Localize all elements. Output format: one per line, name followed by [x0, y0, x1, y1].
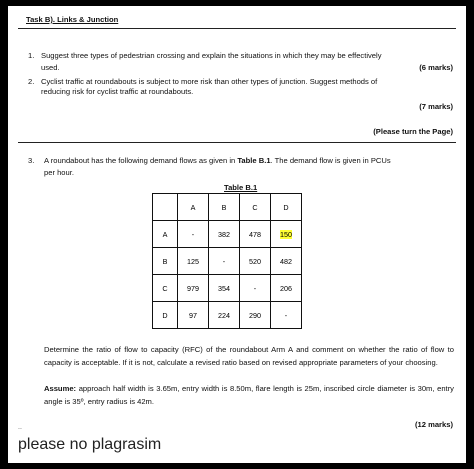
table-cell-highlighted: 150: [271, 221, 302, 248]
table-corner-cell: [153, 194, 178, 221]
q3-assumptions: Assume: approach half width is 3.65m, entry width is 8.50m, flare length is 25m, inscribed circle diameter is 30m, entry angle is 35º, entry radius is 42m.: [44, 384, 454, 406]
q3-number: 3.: [28, 156, 35, 165]
table-header-cell: D: [271, 194, 302, 221]
row-label-cell: C: [153, 275, 178, 302]
table-title: Table B.1: [224, 183, 258, 192]
ellipsis-mark: ..: [18, 424, 22, 431]
mid-rule: [18, 142, 456, 143]
table-cell: 478: [240, 221, 271, 248]
table-cell: 382: [209, 221, 240, 248]
table-cell: 290: [240, 302, 271, 329]
table-cell: -: [271, 302, 302, 329]
task-title: Task B). Links & Junction: [26, 15, 119, 24]
table-cell: 224: [209, 302, 240, 329]
table-header-cell: C: [240, 194, 271, 221]
q2-text-line1: Cyclist traffic at roundabouts is subject to more risk than other types of junction. Suggest methods of: [41, 77, 378, 86]
q3-marks: (12 marks): [415, 420, 453, 429]
table-cell: 520: [240, 248, 271, 275]
q1-number: 1.: [28, 51, 35, 60]
q3-task-paragraph: Determine the ratio of flow to capacity (RFC) of the roundabout Arm A and comment on whether the ratio of flow to capacity is acceptable. If it is not, calculate a revised ratio based on revised appropriate parameters of your choosing.: [44, 345, 454, 367]
q1-text-line1: Suggest three types of pedestrian crossing and explain the situations in which they may be effectively: [41, 51, 382, 60]
table-cell: 979: [178, 275, 209, 302]
q3-intro-line1: A roundabout has the following demand flows as given in Table B.1. The demand flow is given in PCUs: [44, 156, 391, 165]
row-label-cell: D: [153, 302, 178, 329]
q2-text-line2: reducing risk for cyclist traffic at roundabouts.: [41, 87, 194, 96]
user-caption: please no plagrasim: [18, 436, 162, 453]
q2-marks: (7 marks): [419, 102, 453, 111]
table-cell: -: [209, 248, 240, 275]
table-cell: 97: [178, 302, 209, 329]
document-page: [8, 6, 466, 431]
q1-text-line2: used.: [41, 63, 60, 72]
row-label-cell: B: [153, 248, 178, 275]
table-row: [153, 248, 302, 275]
table-header-row: [153, 194, 302, 221]
q1-marks: (6 marks): [419, 63, 453, 72]
table-row: [153, 221, 302, 248]
table-header-cell: A: [178, 194, 209, 221]
top-rule: [18, 28, 456, 29]
turn-page-note: (Please turn the Page): [373, 127, 453, 136]
q3-intro-line2: per hour.: [44, 168, 74, 177]
table-header-cell: B: [209, 194, 240, 221]
table-cell: 206: [271, 275, 302, 302]
table-row: [153, 275, 302, 302]
document-frame: [8, 6, 466, 463]
table-cell: 482: [271, 248, 302, 275]
table-cell: -: [178, 221, 209, 248]
table-cell: 125: [178, 248, 209, 275]
table-cell: -: [240, 275, 271, 302]
table-cell: 354: [209, 275, 240, 302]
row-label-cell: A: [153, 221, 178, 248]
q2-number: 2.: [28, 77, 35, 86]
demand-flow-table: [152, 193, 302, 329]
table-row: [153, 302, 302, 329]
